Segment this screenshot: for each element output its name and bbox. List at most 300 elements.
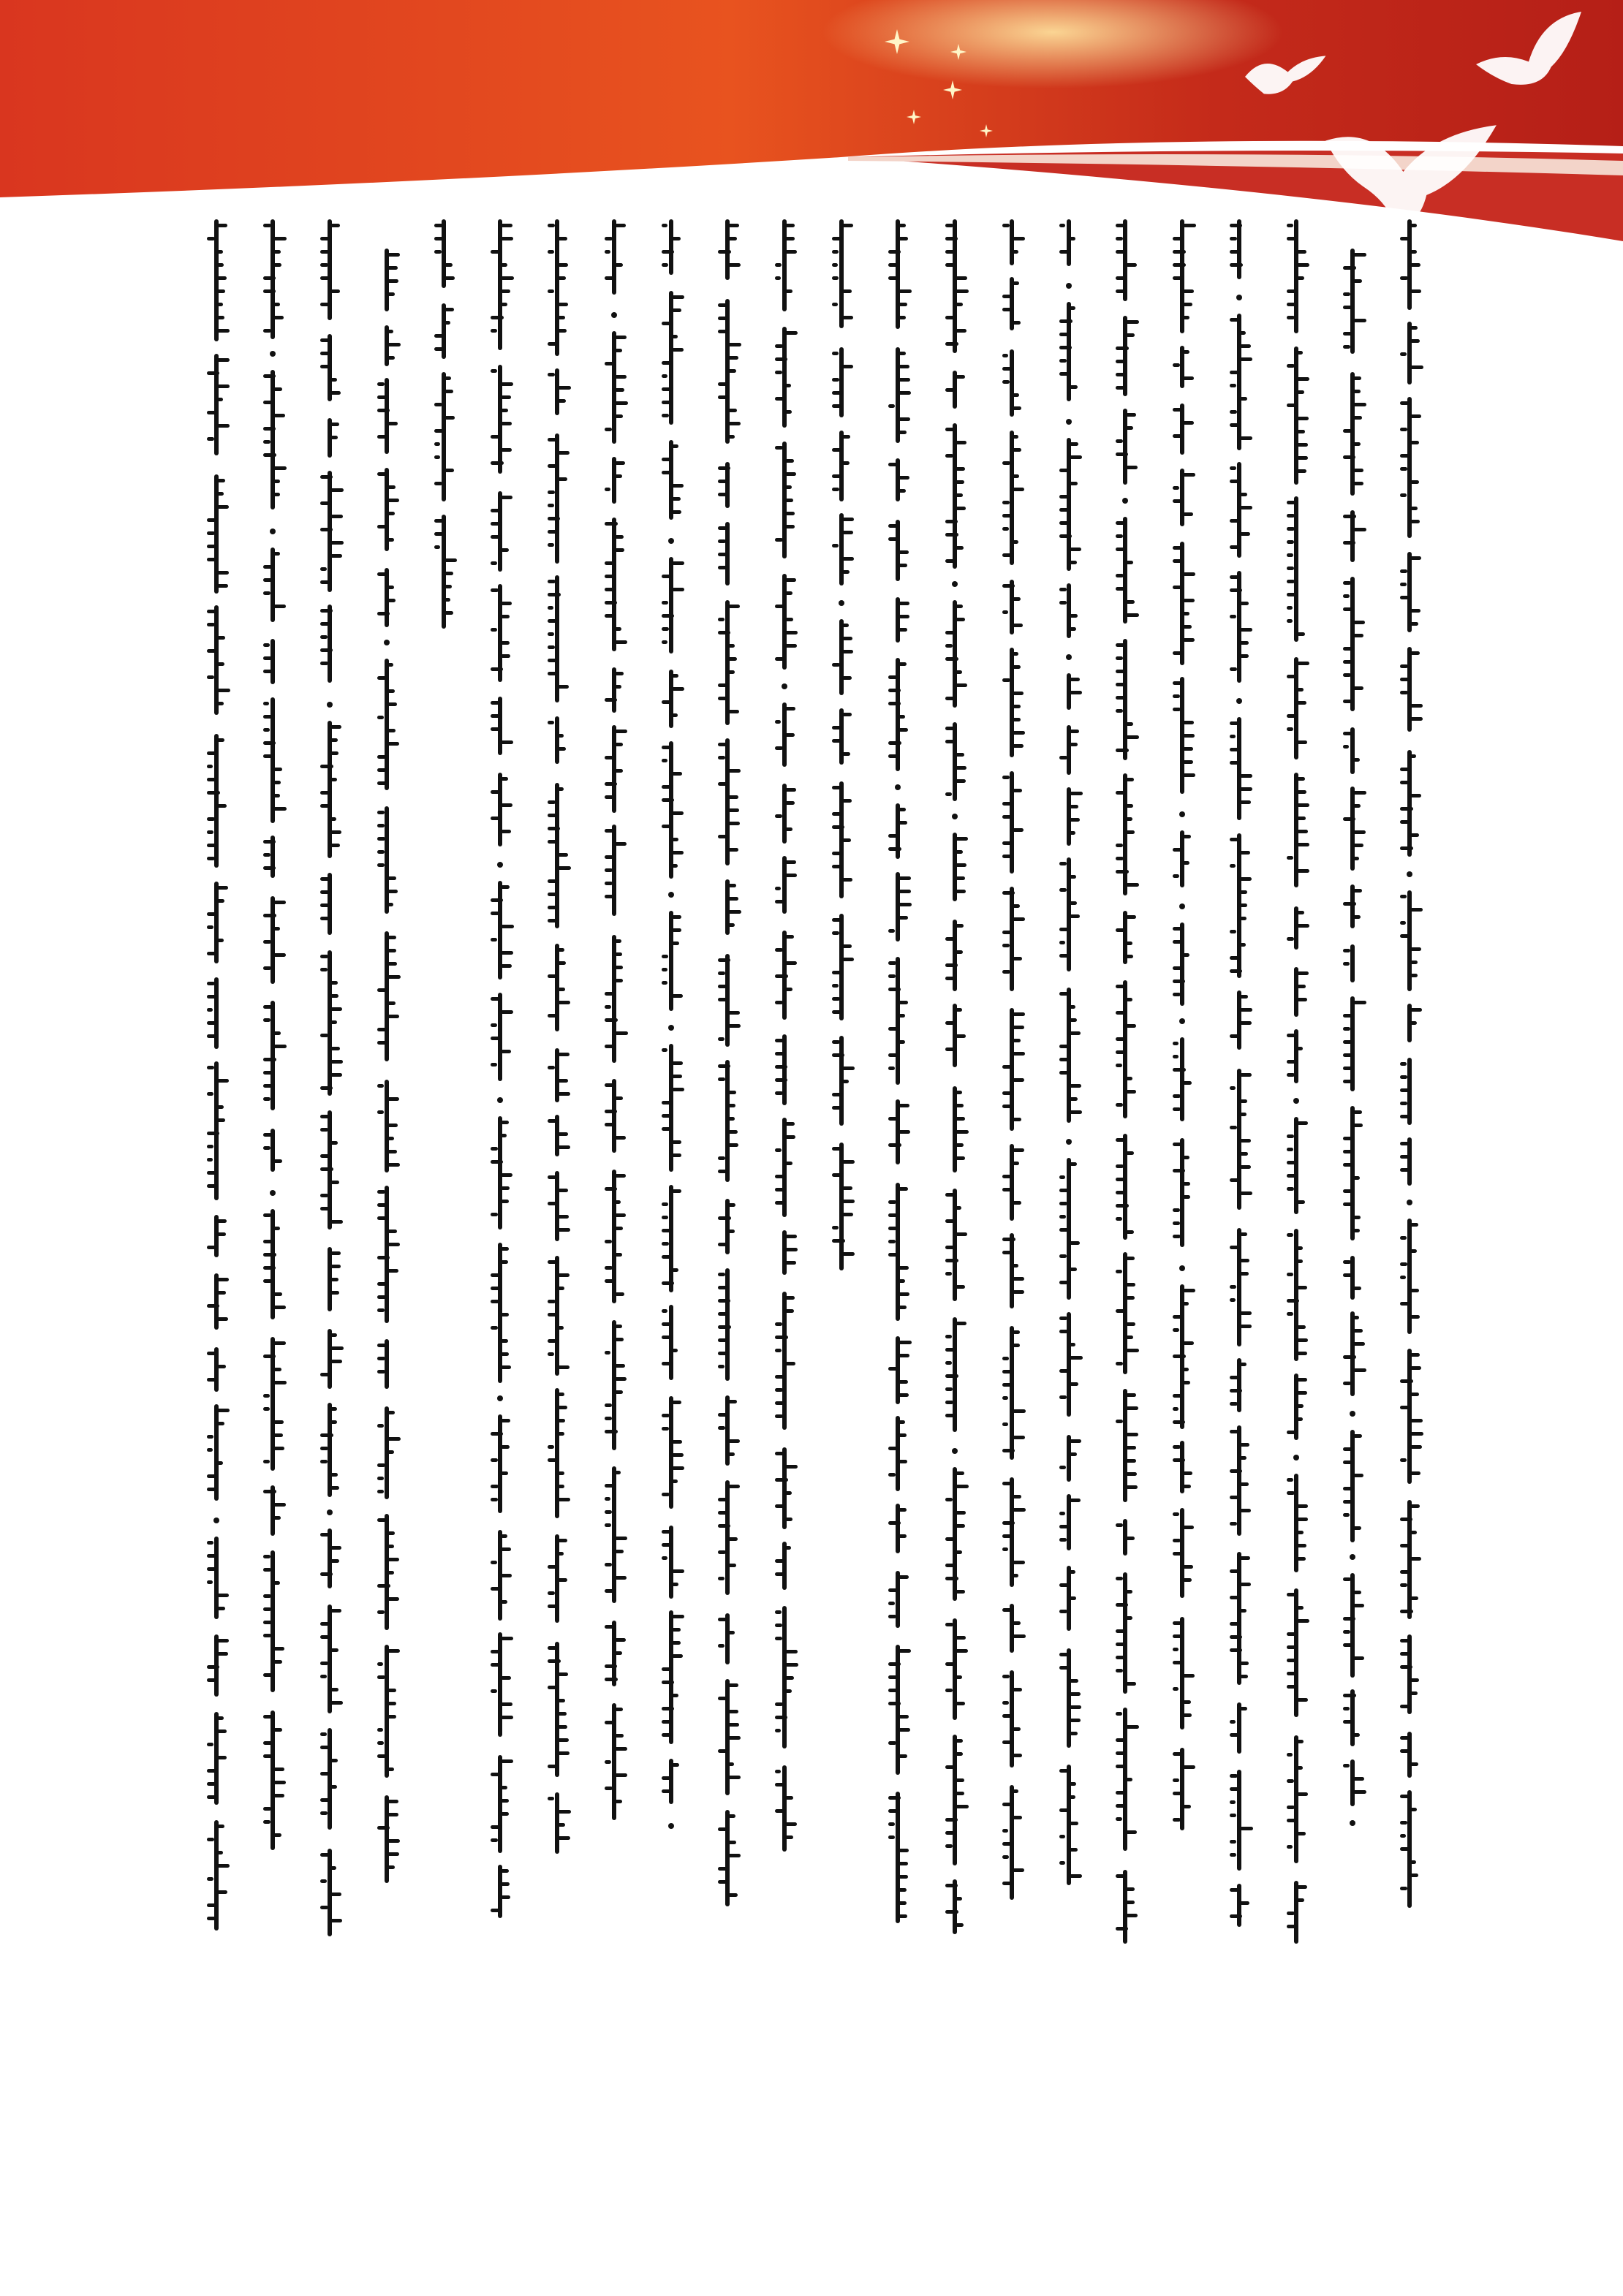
glyph-stroke [1070,678,1081,681]
glyph-stroke [785,860,796,864]
glyph-stroke [207,1066,214,1069]
glyph-stroke [1183,599,1195,602]
glyph-stroke [1297,1698,1308,1702]
glyph-stroke [491,1287,500,1290]
glyph-stroke [888,847,901,851]
glyph-stroke [1287,1806,1295,1809]
glyph-stroke [1287,1912,1295,1915]
glyph-stroke [548,1797,554,1800]
glyph-stroke [718,466,730,470]
glyph-stroke [956,1322,966,1325]
glyph-stroke [1343,1150,1353,1153]
glyph-stroke [330,1007,342,1011]
glyph-stroke [263,565,273,569]
glyph-stroke [548,1260,558,1264]
glyph-stroke [330,1346,343,1350]
glyph-stroke [945,697,956,700]
glyph-stroke [491,1689,497,1693]
glyph-stroke [330,1407,337,1411]
glyph-stroke [615,1031,628,1035]
glyph-stroke [501,885,510,889]
glyph-stroke [444,263,453,267]
glyph-stroke [501,496,512,499]
glyph-stroke [672,444,679,448]
glyph-stroke [898,1187,907,1191]
glyph-stroke [1353,621,1365,624]
glyph-stroke [785,1465,798,1469]
glyph-stroke [1230,1774,1238,1778]
glyph-stroke [1353,1656,1364,1660]
glyph-stroke [501,276,514,280]
glyph-stroke [558,399,566,403]
glyph-stroke [1353,1216,1361,1219]
glyph-stroke [1297,1832,1306,1835]
punctuation-mark [1066,419,1072,425]
glyph-stroke [775,446,783,450]
glyph-stroke [558,1287,564,1290]
glyph-stroke [672,915,682,919]
glyph-stroke [718,1156,725,1160]
glyph-stroke [1240,1482,1249,1486]
glyph-stroke [1013,1012,1025,1016]
glyph-stroke [888,463,898,466]
glyph-stroke [888,834,898,838]
glyph-stroke [615,1576,627,1580]
glyph-stroke [217,1607,225,1610]
glyph-stroke [605,1664,617,1668]
glyph-stroke [1343,1447,1355,1451]
glyph-stroke [1353,1110,1362,1114]
glyph-stroke [1059,1538,1067,1542]
glyph-stroke [605,782,617,786]
word-glyph [1010,1144,1014,1221]
glyph-stroke [444,572,453,575]
punctuation-mark [1350,1820,1355,1826]
glyph-stroke [1126,955,1132,958]
glyph-stroke [1410,1873,1418,1877]
glyph-stroke [1116,1217,1121,1221]
glyph-stroke [898,1862,907,1865]
glyph-stroke [945,263,954,267]
glyph-stroke [1400,1665,1412,1669]
glyph-stroke [898,303,907,306]
glyph-stroke [501,1869,509,1873]
glyph-stroke [377,824,385,827]
glyph-stroke [718,1697,730,1700]
glyph-stroke [1013,624,1023,627]
glyph-stroke [1400,664,1408,668]
glyph-stroke [775,1702,783,1706]
glyph-stroke [785,512,795,515]
glyph-stroke [217,303,223,306]
glyph-stroke [491,714,501,718]
glyph-stroke [330,1559,339,1563]
glyph-stroke [1059,992,1069,996]
glyph-stroke [1343,1066,1352,1070]
text-column [600,219,629,1989]
glyph-stroke [775,538,783,542]
glyph-stroke [1183,1341,1194,1345]
glyph-stroke [842,878,852,882]
glyph-stroke [1297,777,1306,781]
glyph-stroke [785,1835,793,1839]
glyph-stroke [662,322,674,325]
glyph-stroke [273,807,287,811]
glyph-stroke [718,1312,727,1316]
glyph-stroke [1070,1343,1076,1346]
glyph-stroke [605,276,617,280]
glyph-stroke [718,697,728,700]
glyph-stroke [330,1486,339,1490]
glyph-stroke [1013,1078,1024,1082]
glyph-stroke [945,937,955,941]
glyph-stroke [263,1253,276,1257]
glyph-stroke [1230,1298,1236,1302]
glyph-stroke [956,1675,962,1679]
glyph-stroke [1287,364,1295,368]
glyph-stroke [501,1759,512,1763]
glyph-stroke [1059,1466,1066,1469]
glyph-stroke [1013,435,1018,439]
glyph-stroke [775,1414,783,1418]
glyph-stroke [1126,722,1132,726]
glyph-stroke [662,263,668,267]
glyph-stroke [501,1637,513,1640]
glyph-stroke [217,1422,224,1425]
glyph-stroke [1343,266,1355,270]
word-glyph [270,370,275,509]
dove-icon [1236,44,1331,110]
glyph-stroke [387,876,396,880]
glyph-stroke [377,1295,387,1299]
glyph-stroke [1002,224,1010,227]
glyph-stroke [330,423,339,426]
glyph-stroke [273,1341,285,1345]
glyph-stroke [1343,345,1350,349]
word-glyph [953,722,957,801]
glyph-stroke [898,1849,908,1852]
glyph-stroke [1013,237,1025,240]
text-column [203,219,231,1989]
glyph-stroke [1116,587,1124,591]
glyph-stroke [1230,761,1241,765]
glyph-stroke [728,910,741,914]
glyph-stroke [662,250,674,254]
glyph-stroke [1013,1688,1022,1691]
glyph-stroke [945,644,953,648]
glyph-stroke [1116,683,1125,686]
glyph-stroke [1013,904,1020,908]
glyph-stroke [898,1875,907,1879]
glyph-stroke [1343,1720,1353,1724]
glyph-stroke [898,431,906,434]
glyph-stroke [1287,1060,1297,1064]
glyph-stroke [1002,855,1014,858]
glyph-stroke [330,1220,343,1224]
glyph-stroke [320,648,333,652]
glyph-stroke [320,501,332,505]
glyph-stroke [1297,456,1308,460]
glyph-stroke [945,963,958,967]
glyph-stroke [1410,1366,1421,1370]
word-glyph [782,784,787,844]
glyph-stroke [1287,714,1296,718]
glyph-stroke [1126,1257,1134,1260]
glyph-stroke [1230,1853,1236,1857]
glyph-stroke [273,1660,281,1664]
glyph-stroke [728,1230,735,1233]
word-glyph [669,219,673,275]
glyph-stroke [1070,482,1078,485]
glyph-stroke [662,401,671,404]
glyph-stroke [832,1053,844,1057]
glyph-stroke [387,1689,396,1692]
glyph-stroke [945,1662,957,1666]
glyph-stroke [615,461,625,465]
glyph-stroke [377,1490,384,1493]
word-glyph [498,365,502,474]
word-glyph [214,1820,219,1931]
glyph-stroke [662,1127,671,1131]
glyph-stroke [377,837,385,841]
glyph-stroke [1013,1162,1019,1165]
glyph-stroke [1013,1201,1021,1205]
glyph-stroke [558,1145,570,1149]
glyph-stroke [217,1890,227,1894]
glyph-stroke [1410,1531,1417,1534]
glyph-stroke [1126,1830,1136,1834]
glyph-stroke [832,1093,843,1096]
glyph-stroke [615,1253,623,1257]
glyph-stroke [956,766,966,770]
glyph-stroke [1410,1557,1421,1561]
glyph-stroke [898,1728,910,1732]
glyph-stroke [1400,237,1409,240]
glyph-stroke [273,1781,286,1784]
glyph-stroke [1116,237,1122,240]
word-glyph [1010,771,1014,874]
glyph-stroke [330,1333,336,1337]
glyph-stroke [1410,1471,1420,1475]
glyph-stroke [1116,1270,1122,1273]
glyph-stroke [320,303,332,306]
glyph-stroke [672,674,679,678]
glyph-stroke [1126,561,1132,564]
word-glyph [1123,517,1127,624]
glyph-stroke [1183,303,1192,306]
glyph-stroke [263,1097,270,1101]
word-glyph [1067,1312,1071,1417]
glyph-stroke [1343,1260,1351,1264]
glyph-stroke [605,237,613,240]
glyph-stroke [672,348,684,352]
glyph-stroke [548,672,559,675]
glyph-stroke [888,702,900,705]
glyph-stroke [377,811,385,814]
glyph-stroke [662,955,669,958]
word-glyph [1123,409,1127,484]
text-column [544,219,572,1989]
glyph-stroke [775,357,787,361]
glyph-stroke [558,1053,570,1056]
glyph-stroke [491,509,501,512]
glyph-stroke [1240,532,1250,536]
glyph-stroke [1116,224,1124,227]
glyph-stroke [207,371,219,375]
glyph-stroke [207,1184,217,1188]
word-glyph [270,896,275,984]
glyph-stroke [1410,1762,1418,1766]
glyph-stroke [387,586,394,589]
glyph-stroke [1126,1406,1138,1410]
glyph-stroke [1297,1504,1308,1508]
glyph-stroke [1400,1518,1412,1521]
glyph-stroke [1410,1678,1419,1682]
glyph-stroke [898,1393,909,1397]
glyph-stroke [1410,1432,1423,1436]
glyph-stroke [1287,1034,1298,1037]
glyph-stroke [1343,647,1352,651]
glyph-stroke [1240,1259,1249,1262]
glyph-stroke [956,876,965,880]
glyph-stroke [1353,844,1363,847]
glyph-stroke [615,224,626,227]
word-glyph [1407,1634,1412,1713]
star-icon [885,29,909,54]
glyph-stroke [387,1137,394,1140]
glyph-stroke [263,715,275,719]
glyph-stroke [775,900,784,903]
glyph-stroke [558,1738,569,1742]
glyph-stroke [832,931,839,935]
glyph-stroke [263,1741,273,1745]
glyph-stroke [1410,263,1420,267]
glyph-stroke [1297,430,1305,433]
glyph-stroke [263,1715,272,1719]
glyph-stroke [207,1838,214,1841]
glyph-stroke [775,1065,787,1069]
glyph-stroke [662,1335,672,1339]
glyph-stroke [1070,1570,1076,1574]
glyph-stroke [548,1300,556,1303]
glyph-stroke [1070,1452,1077,1456]
glyph-stroke [785,1162,792,1165]
glyph-stroke [377,1203,387,1207]
glyph-stroke [615,1292,624,1296]
glyph-stroke [1126,817,1132,821]
glyph-stroke [662,1281,674,1285]
glyph-stroke [320,1746,332,1749]
glyph-stroke [832,1147,843,1151]
glyph-stroke [1116,791,1125,795]
word-glyph [498,773,502,846]
glyph-stroke [888,988,900,991]
glyph-stroke [1353,1434,1362,1438]
glyph-stroke [615,672,624,675]
word-glyph [498,697,502,754]
glyph-stroke [444,585,452,588]
glyph-stroke [728,1762,734,1766]
glyph-stroke [387,356,395,360]
glyph-stroke [956,1702,965,1705]
glyph-stroke [605,1351,610,1355]
glyph-stroke [615,1708,624,1711]
glyph-stroke [1343,1577,1350,1581]
glyph-stroke [273,1292,282,1296]
glyph-stroke [330,289,340,293]
glyph-stroke [898,352,906,355]
glyph-stroke [444,611,454,615]
glyph-stroke [1400,1570,1411,1574]
glyph-stroke [320,635,328,639]
glyph-stroke [718,1426,725,1430]
glyph-stroke [832,1010,843,1014]
glyph-stroke [330,1420,336,1424]
glyph-stroke [263,702,269,705]
glyph-stroke [832,352,839,355]
glyph-stroke [605,868,613,872]
glyph-stroke [832,825,845,829]
glyph-stroke [387,1715,396,1719]
glyph-stroke [842,1160,855,1164]
glyph-stroke [387,663,393,667]
glyph-stroke [1343,1487,1353,1490]
glyph-stroke [1297,1338,1309,1342]
glyph-stroke [1353,403,1366,406]
glyph-stroke [718,1338,730,1342]
glyph-stroke [1116,1874,1125,1878]
glyph-stroke [491,912,499,915]
glyph-stroke [1353,791,1366,795]
glyph-stroke [548,974,557,978]
glyph-stroke [548,659,558,662]
glyph-stroke [273,263,281,267]
glyph-stroke [1013,1574,1018,1577]
glyph-stroke [491,329,497,333]
glyph-stroke [330,1060,343,1064]
glyph-stroke [1116,373,1126,376]
glyph-stroke [1240,436,1253,440]
glyph-stroke [1353,1526,1361,1530]
word-glyph [896,957,900,1086]
glyph-stroke [728,1439,740,1443]
word-glyph [498,1632,502,1736]
glyph-stroke [898,1534,906,1538]
glyph-stroke [1297,1885,1308,1889]
glyph-stroke [434,442,441,446]
glyph-stroke [615,1377,627,1381]
glyph-stroke [898,224,905,227]
glyph-stroke [718,480,729,483]
punctuation-mark [327,1509,333,1515]
glyph-stroke [1116,1362,1123,1365]
glyph-stroke [1173,546,1184,550]
glyph-stroke [491,1498,497,1501]
glyph-stroke [956,1285,965,1289]
glyph-stroke [377,1424,384,1428]
glyph-stroke [1240,1113,1246,1116]
glyph-stroke [330,541,344,545]
glyph-stroke [558,853,568,857]
glyph-stroke [1230,864,1236,868]
glyph-stroke [898,1508,907,1512]
glyph-stroke [263,1018,270,1022]
glyph-stroke [273,1581,280,1585]
glyph-stroke [1230,1814,1236,1817]
glyph-stroke [1059,1316,1067,1320]
glyph-stroke [1002,1608,1012,1612]
glyph-stroke [1002,1105,1013,1108]
